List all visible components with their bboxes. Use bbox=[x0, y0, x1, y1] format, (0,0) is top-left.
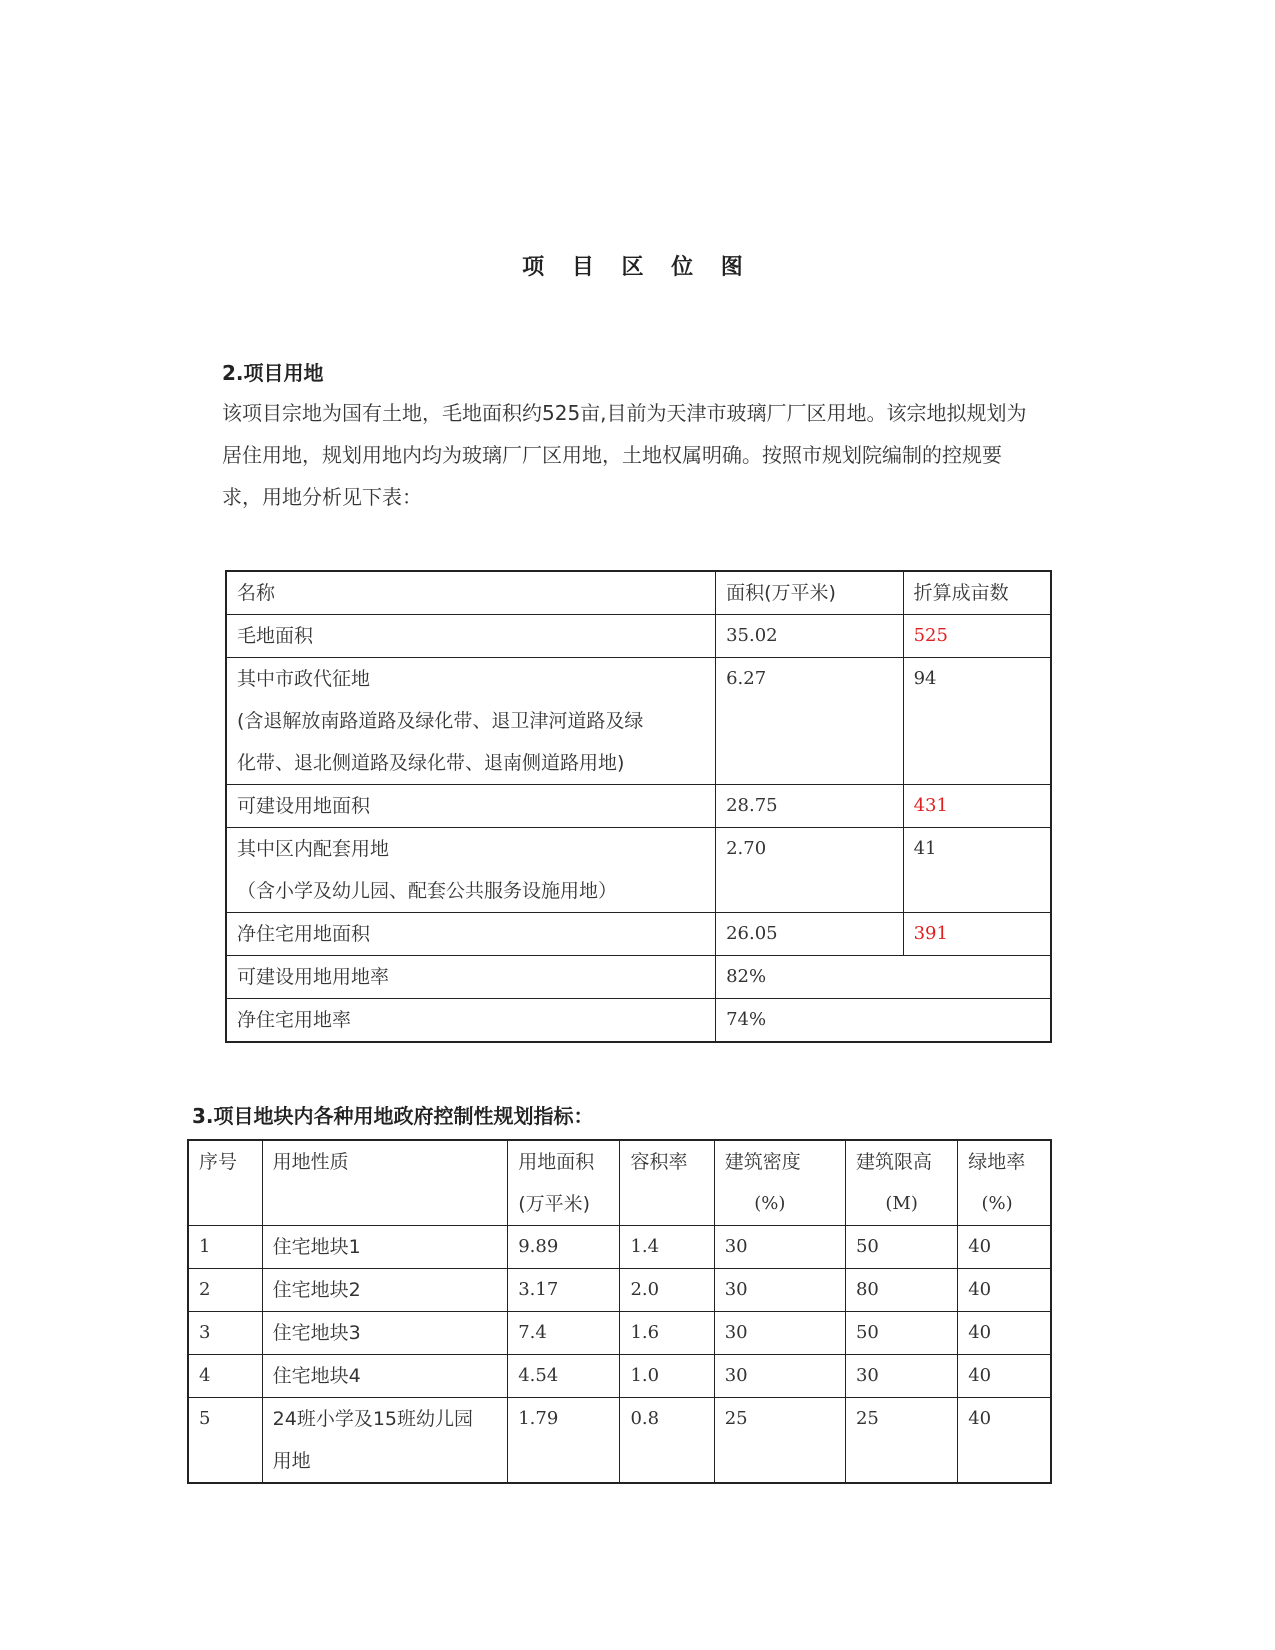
header-green bbox=[958, 1140, 1051, 1226]
header-green-unit: (%) bbox=[981, 1193, 1013, 1214]
cell-far: 1.4 bbox=[620, 1226, 714, 1269]
row-area: 26.05 bbox=[716, 913, 904, 956]
table-row bbox=[226, 828, 1051, 913]
cell-height: 50 bbox=[845, 1226, 957, 1269]
row-name-note: (含退解放南路道路及绿化带、退卫津河道路及绿 bbox=[237, 710, 644, 732]
header-no: 序号 bbox=[188, 1140, 262, 1226]
table-row bbox=[188, 1226, 1051, 1269]
row-mu: 391 bbox=[903, 913, 1051, 956]
cell-height: 80 bbox=[845, 1269, 957, 1312]
cell-green: 40 bbox=[958, 1269, 1051, 1312]
cell-no: 4 bbox=[188, 1355, 262, 1398]
cell-nature: 住宅地块1 bbox=[262, 1226, 508, 1269]
cell-green: 40 bbox=[958, 1355, 1051, 1398]
cell-density: 30 bbox=[714, 1226, 845, 1269]
table-header-row bbox=[188, 1140, 1051, 1226]
header-density bbox=[714, 1140, 845, 1226]
header-density-unit: (%) bbox=[754, 1193, 786, 1214]
cell-nature-line: 24班小学及15班幼儿园 bbox=[272, 1408, 474, 1430]
table-row bbox=[226, 913, 1051, 956]
row-mu: 525 bbox=[903, 615, 1051, 658]
row-name: 可建设用地面积 bbox=[226, 785, 716, 828]
row-mu: 41 bbox=[903, 828, 1051, 913]
row-name-main: 其中市政代征地 bbox=[237, 668, 371, 690]
header-mu: 折算成亩数 bbox=[903, 571, 1051, 615]
row-name-note: （含小学及幼儿园、配套公共服务设施用地） bbox=[237, 880, 618, 902]
row-area: 35.02 bbox=[716, 615, 904, 658]
row-name: 净住宅用地面积 bbox=[226, 913, 716, 956]
row-name-note: 化带、退北侧道路及绿化带、退南侧道路用地) bbox=[237, 752, 625, 774]
row-mu: 94 bbox=[903, 658, 1051, 785]
cell-no: 2 bbox=[188, 1269, 262, 1312]
cell-green: 40 bbox=[958, 1398, 1051, 1484]
table-header-row bbox=[226, 571, 1051, 615]
cell-green: 40 bbox=[958, 1312, 1051, 1355]
row-area: 2.70 bbox=[716, 828, 904, 913]
cell-density: 30 bbox=[714, 1269, 845, 1312]
table-row bbox=[188, 1355, 1051, 1398]
header-nature: 用地性质 bbox=[262, 1140, 508, 1226]
table-row bbox=[226, 999, 1051, 1043]
cell-height: 25 bbox=[845, 1398, 957, 1484]
cell-height: 30 bbox=[845, 1355, 957, 1398]
header-height bbox=[845, 1140, 957, 1226]
header-height-unit: (M) bbox=[885, 1193, 918, 1214]
header-area-unit: (万平米) bbox=[518, 1193, 591, 1215]
cell-nature-line: 用地 bbox=[272, 1450, 311, 1472]
cell-no: 1 bbox=[188, 1226, 262, 1269]
table-row bbox=[226, 658, 1051, 785]
table-row bbox=[226, 785, 1051, 828]
land-use-table bbox=[225, 570, 1052, 1043]
paragraph-line: 该项目宗地为国有土地，毛地面积约525亩,目前为天津市玻璃厂厂区用地。该宗地拟规划为 bbox=[222, 401, 1027, 425]
paragraph-line: 求，用地分析见下表： bbox=[222, 485, 422, 509]
cell-area: 1.79 bbox=[508, 1398, 620, 1484]
table-row bbox=[226, 956, 1051, 999]
header-density-line: 建筑密度 bbox=[724, 1151, 801, 1173]
cell-no: 5 bbox=[188, 1398, 262, 1484]
row-rate: 82% bbox=[716, 956, 1051, 999]
cell-far: 1.6 bbox=[620, 1312, 714, 1355]
row-mu: 431 bbox=[903, 785, 1051, 828]
section-2-heading: 2.项目用地 bbox=[222, 361, 324, 385]
row-rate: 74% bbox=[716, 999, 1051, 1043]
cell-nature: 住宅地块4 bbox=[262, 1355, 508, 1398]
cell-far: 1.0 bbox=[620, 1355, 714, 1398]
table-row bbox=[188, 1398, 1051, 1484]
row-name: 毛地面积 bbox=[226, 615, 716, 658]
cell-no: 3 bbox=[188, 1312, 262, 1355]
header-area-line: 用地面积 bbox=[518, 1151, 595, 1173]
cell-density: 30 bbox=[714, 1355, 845, 1398]
cell-nature: 住宅地块3 bbox=[262, 1312, 508, 1355]
table-row bbox=[188, 1312, 1051, 1355]
cell-area: 7.4 bbox=[508, 1312, 620, 1355]
section-2-paragraph bbox=[222, 392, 1102, 518]
page-title: 项 目 区 位 图 bbox=[522, 255, 753, 280]
row-name-main: 其中区内配套用地 bbox=[237, 838, 390, 860]
header-green-line: 绿地率 bbox=[968, 1151, 1026, 1173]
cell-nature bbox=[262, 1398, 508, 1484]
cell-far: 0.8 bbox=[620, 1398, 714, 1484]
row-area: 6.27 bbox=[716, 658, 904, 785]
cell-density: 25 bbox=[714, 1398, 845, 1484]
cell-green: 40 bbox=[958, 1226, 1051, 1269]
cell-area: 4.54 bbox=[508, 1355, 620, 1398]
cell-nature: 住宅地块2 bbox=[262, 1269, 508, 1312]
row-name: 可建设用地用地率 bbox=[226, 956, 716, 999]
section-3-heading: 3.项目地块内各种用地政府控制性规划指标： bbox=[192, 1104, 594, 1128]
table-row bbox=[188, 1269, 1051, 1312]
paragraph-line: 居住用地，规划用地内均为玻璃厂厂区用地，土地权属明确。按照市规划院编制的控规要 bbox=[222, 443, 1002, 467]
header-area: 面积(万平米) bbox=[716, 571, 904, 615]
cell-height: 50 bbox=[845, 1312, 957, 1355]
table-row bbox=[226, 615, 1051, 658]
cell-area: 3.17 bbox=[508, 1269, 620, 1312]
row-area: 28.75 bbox=[716, 785, 904, 828]
cell-far: 2.0 bbox=[620, 1269, 714, 1312]
header-height-line: 建筑限高 bbox=[855, 1151, 932, 1173]
header-far: 容积率 bbox=[620, 1140, 714, 1226]
cell-area: 9.89 bbox=[508, 1226, 620, 1269]
row-name bbox=[226, 658, 716, 785]
cell-density: 30 bbox=[714, 1312, 845, 1355]
header-name: 名称 bbox=[226, 571, 716, 615]
planning-index-table bbox=[187, 1139, 1052, 1484]
row-name: 净住宅用地率 bbox=[226, 999, 716, 1043]
row-name bbox=[226, 828, 716, 913]
header-area bbox=[508, 1140, 620, 1226]
